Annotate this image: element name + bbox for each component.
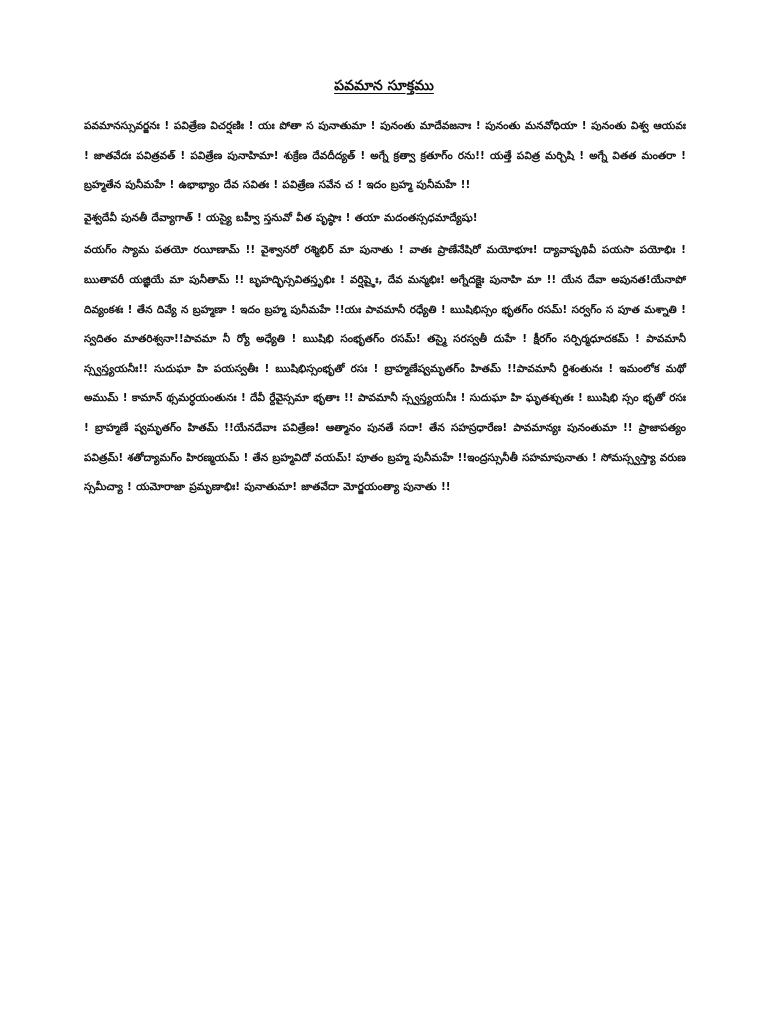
paragraph-pavamani-verses: వయగ్ం స్యామ పతయో రయీణామ్ !! వైశ్వానరో రశ్మిభిర్ మా పునాతు ! వాతః ప్రాణేనేషిరో మయోభూః! ద్యావాపృథివీ పయసా పయోభిః ! ఋతావరీ యజ్ఞియే మా పునీతామ్ !! బృహద్భిస్సవితస్తృభిః ! వర్షిష్ఠైః, దేవ మన్మభిః! అగ్నేదక్షైః పునాహి మా !! యేన దేవా అపునత!యేనాపో దివ్యంకశః ! తేన దివ్యే న బ్రహ్మణా ! ఇదం బ్రహ్మ పునీమహే !!యః పావమానీ రధ్యేతి ! ఋషిభిస్సం భృతగ్ం రసమ్! సర్వగ్ం స పూత మశ్నాతి ! స్వదితం మాతరిశ్వనా!!పావమా నీ ర్యో అధ్యేతి ! ఋషిభి సంభృతగ్ం రసమ్! తస్మై సరస్వతీ దుహే ! క్షీరగ్ం సర్పిర్మధూదకమ్ ! పావమానీ స్స్వస్త్యయనీః!! సుదుఘా హి పయస్వతీః ! ఋషిభిస్సంభృతో రసః ! బ్రాహ్మణేష్వమృతగ్ం హితమ్ !!పావమానీ ర్దిశంతునః ! ఇమంలోక మథో అముమ్ ! కామాన్ థ్సమర్ధయంతునః ! దేవీ ర్దేవైస్సమా భృతాః !! పావమానీ స్స్వస్త్యయనీః ! సుదుఘా హి ఘృతశ్చుతః ! ఋషిభి స్సం భృతో రసః ! బ్రాహ్మణే ష్వమృతగ్ం హితమ్ !!యేనదేవాః పవిత్రేణ! ఆత్మానం పునతే సదా! తేన సహస్రధారేణ! పావమాన్యః పునంతుమా !! ప్రాజాపత్యం పవిత్రమ్! శతోద్యామగ్ం హిరణ్మయమ్ ! తేన బ్రహ్మవిదో వయమ్! పూతం బ్రహ్మ పునీమహే !!ఇంద్రస్సునీతీ సహమాపునాతు ! సోమస్స్వస్త్యా వరుణ స్సమీచ్యా ! యమోరాజా ప్రమృణాభిః! పునాతుమా! జాతవేదా మోర్జయంత్యా పునాతు !!: [84, 244, 686, 494]
document-title-text: పవమాన సూక్తము: [334, 78, 434, 94]
document-body: [84, 112, 686, 503]
document-title: [0, 76, 768, 96]
paragraph-vaishvadevi: వైశ్వదేవీ పునతీ దేవ్యాగాత్ ! యస్యై బహ్వీ స్తనువో వీత పృష్ఠాః ! తయా మదంతస్సధమాద్యేషు!: [84, 211, 478, 224]
paragraph-pavamana-opening: పవమానస్సువర్జనః ! పవిత్రేణ విచర్షణిః ! యః పోతా స పునాతుమా ! పునంతు మాదేవజనాః ! పునంతు మనవోధియా ! పునంతు విశ్వ ఆయవః ! జాతవేదః పవిత్రవత్ ! పవిత్రేణ పునాహిమా! శుక్రేణ దేవదీద్యత్ ! అగ్నే క్రత్వా క్రతూగ్ం రను!! యత్తే పవిత్ర మర్చిషి ! అగ్నే వితత మంతరా ! బ్రహ్మతేన పునీమహే ! ఉభాభ్యాం దేవ సవితః ! పవిత్రేణ సవేన చ ! ఇదం బ్రహ్మ పునీమహే !!: [84, 120, 686, 192]
